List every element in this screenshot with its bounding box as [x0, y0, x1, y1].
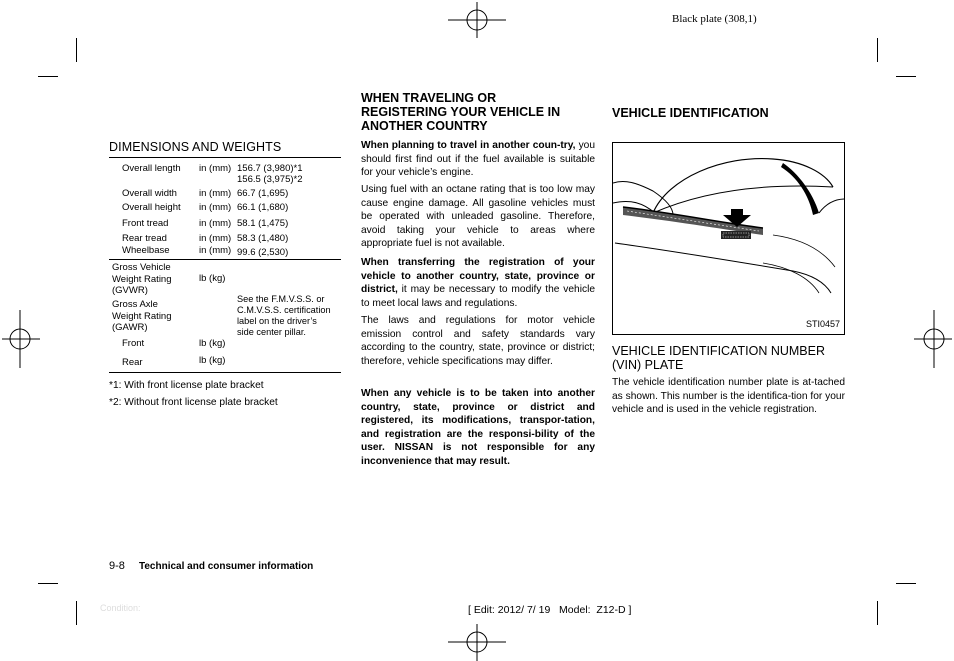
page-number: 9-8 — [109, 560, 125, 572]
paragraph-warning: When any vehicle is to be taken into another country, state, province or district and registered, its modifications, transpor-tation, and registration are the responsi-bility of the user. NISSAN is not responsible for any inconvenience that may result. — [361, 388, 595, 467]
registration-target-icon — [448, 2, 506, 38]
row-value: 156.7 (3,980)*1 — [237, 163, 303, 174]
crop-mark — [76, 38, 77, 62]
crop-mark — [38, 583, 58, 584]
crop-mark — [76, 601, 77, 625]
paragraph: When planning to travel in another coun-try, you should first find out if the fuel available is suitable for your vehicle’s engine. — [361, 140, 595, 178]
figure-code: STI0457 — [805, 319, 840, 329]
paragraph: The laws and regulations for motor vehicle emission control and safety standards vary according to the country, state, province or district; therefore, vehicle specifications may differ. — [361, 315, 595, 367]
vin-plate-illustration — [613, 143, 845, 335]
footnote: *1: With front license plate bracket — [109, 380, 264, 391]
gvwr-unit: lb (kg) — [199, 273, 226, 284]
row-value: 58.1 (1,475) — [237, 218, 289, 229]
row-label: Front tread — [122, 218, 169, 229]
footer-section-name: Technical and consumer information — [139, 561, 314, 572]
front-unit: lb (kg) — [199, 338, 226, 349]
crop-mark — [38, 76, 58, 77]
gawr-label: Gross Axle Weight Rating (GAWR) — [112, 299, 172, 333]
row-unit: in (mm) — [199, 163, 232, 174]
weight-note: See the F.M.V.S.S. or C.M.V.S.S. certification label on the driver’s side center pillar. — [237, 294, 331, 337]
rear-unit: lb (kg) — [199, 355, 226, 366]
row-label: Overall height — [122, 202, 181, 213]
front-label: Front — [122, 338, 145, 349]
dimensions-table — [109, 158, 341, 373]
crop-mark — [877, 601, 878, 625]
registration-target-icon — [2, 310, 40, 368]
condition-label: Condition: — [100, 603, 141, 613]
row-label: Rear tread — [122, 233, 167, 244]
paragraph: The vehicle identification number plate is at-tached as shown. This number is the identifica-tion for your vehicle and is used in the vehicle registration. — [612, 377, 845, 415]
rear-label: Rear — [122, 357, 143, 368]
footnote: *2: Without front license plate bracket — [109, 397, 278, 408]
crop-mark — [896, 76, 916, 77]
row-value: 66.1 (1,680) — [237, 202, 289, 213]
edit-info: [ Edit: 2012/ 7/ 19 Model: Z12-D ] — [468, 604, 632, 616]
table-bottom-rule — [109, 372, 341, 373]
paragraph: Using fuel with an octane rating that is too low may cause engine damage. All gasoline vehicles must be operated with unleaded gasoline. Therefore, avoid taking your vehicle to areas where appropriate fuel is not available. — [361, 184, 595, 249]
vin-figure — [612, 142, 845, 335]
row-label: Overall width — [122, 188, 177, 199]
row-unit: in (mm) — [199, 188, 232, 199]
row-unit: in (mm) — [199, 233, 232, 244]
paragraph: When transferring the registration of your vehicle to another country, state, province or district, it may be necessary to modify the vehicle to meet local laws and regulations. — [361, 257, 595, 309]
row-value: 99.6 (2,530) — [237, 247, 289, 258]
row-label: Wheelbase — [122, 245, 170, 256]
row-value: 58.3 (1,480) — [237, 233, 289, 244]
gvwr-label: Gross Vehicle Weight Rating (GVWR) — [112, 262, 172, 296]
row-unit: in (mm) — [199, 218, 232, 229]
plate-info: Black plate (308,1) — [672, 13, 757, 25]
row-label: Overall length — [122, 163, 181, 174]
table-divider — [109, 259, 341, 260]
row-unit: in (mm) — [199, 202, 232, 213]
crop-mark — [896, 583, 916, 584]
section-title-dimensions: DIMENSIONS AND WEIGHTS — [109, 140, 282, 154]
sub-heading-vin-plate: VEHICLE IDENTIFICATION NUMBER (VIN) PLATE — [612, 344, 825, 372]
registration-target-icon — [914, 310, 952, 368]
row-unit: in (mm) — [199, 245, 232, 256]
row-value: 156.5 (3,975)*2 — [237, 174, 303, 185]
crop-mark — [877, 38, 878, 62]
registration-target-icon — [448, 624, 506, 661]
row-value: 66.7 (1,695) — [237, 188, 289, 199]
section-heading-traveling: WHEN TRAVELING OR REGISTERING YOUR VEHICLE IN ANOTHER COUNTRY — [361, 91, 561, 133]
section-heading-vehicle-id: VEHICLE IDENTIFICATION — [612, 106, 769, 120]
